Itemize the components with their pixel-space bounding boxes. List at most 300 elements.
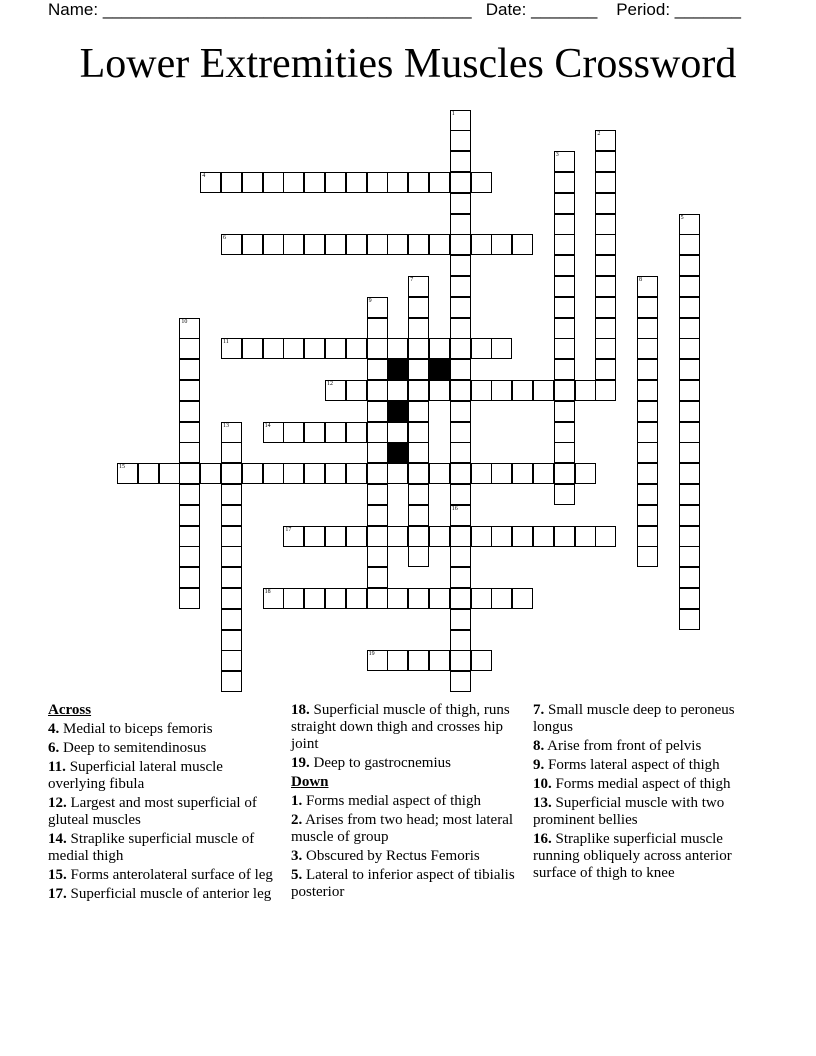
clue-column-2 [291,702,516,903]
clue-text: Superficial lateral muscle overlying fibula [48,759,223,792]
grid-cell[interactable] [450,193,471,214]
grid-cell[interactable] [679,297,700,318]
clue-item [533,702,768,736]
grid-cell[interactable] [221,422,242,443]
clue-number-label: 6. [48,740,60,756]
clue-text: Straplike superficial muscle of medial thigh [48,831,255,864]
grid-cell[interactable] [117,463,138,484]
grid-cell[interactable] [325,463,346,484]
grid-block [387,442,408,463]
grid-cell[interactable] [263,172,284,193]
grid-cell[interactable] [283,588,304,609]
grid-cell[interactable] [429,338,450,359]
grid-cell[interactable] [679,567,700,588]
grid-cell[interactable] [325,380,346,401]
grid-cell[interactable] [179,442,200,463]
grid-cell[interactable] [554,193,575,214]
grid-cell[interactable] [221,671,242,692]
grid-cell[interactable] [325,422,346,443]
clue-column-3 [533,702,768,884]
grid-cell[interactable] [575,526,596,547]
grid-cell[interactable] [450,567,471,588]
grid-cell[interactable] [554,255,575,276]
grid-cell[interactable] [408,526,429,547]
grid-cell[interactable] [637,526,658,547]
grid-cell[interactable] [595,276,616,297]
grid-cell[interactable] [679,255,700,276]
grid-cell[interactable] [387,463,408,484]
grid-cell[interactable] [304,422,325,443]
grid-cell[interactable] [408,380,429,401]
grid-cell[interactable] [408,172,429,193]
clue-number: 5 [680,214,684,221]
grid-cell[interactable] [304,526,325,547]
grid-cell[interactable] [429,172,450,193]
grid-cell[interactable] [367,338,388,359]
page-title: Lower Extremities Muscles Crossword [79,41,737,87]
grid-cell[interactable] [346,338,367,359]
clue-number-label: 2. [291,812,303,828]
grid-cell[interactable] [450,130,471,151]
grid-cell[interactable] [367,484,388,505]
grid-cell[interactable] [512,380,533,401]
grid-cell[interactable] [367,588,388,609]
grid-cell[interactable] [408,338,429,359]
grid-cell[interactable] [491,526,512,547]
date-field[interactable]: _______ [531,0,598,19]
grid-cell[interactable] [679,546,700,567]
grid-cell[interactable] [450,380,471,401]
grid-cell[interactable] [679,422,700,443]
clue-number-label: 10. [533,776,552,792]
grid-cell[interactable] [637,505,658,526]
grid-cell[interactable] [595,255,616,276]
grid-cell[interactable] [554,380,575,401]
grid-cell[interactable] [450,630,471,651]
grid-cell[interactable] [387,526,408,547]
grid-cell[interactable] [387,172,408,193]
grid-cell[interactable] [512,588,533,609]
grid-cell[interactable] [408,650,429,671]
clue-number-label: 15. [48,867,67,883]
clue-number: 16 [451,505,458,512]
grid-cell[interactable] [450,110,471,131]
grid-cell[interactable] [595,214,616,235]
grid-cell[interactable] [283,422,304,443]
grid-cell[interactable] [408,588,429,609]
grid-cell[interactable] [450,359,471,380]
grid-cell[interactable] [450,255,471,276]
grid-cell[interactable] [304,463,325,484]
grid-cell[interactable] [408,546,429,567]
grid-cell[interactable] [179,588,200,609]
grid-cell[interactable] [221,588,242,609]
grid-cell[interactable] [679,214,700,235]
grid-cell[interactable] [450,338,471,359]
grid-cell[interactable] [471,463,492,484]
clue-item [291,755,516,772]
grid-cell[interactable] [346,234,367,255]
grid-cell[interactable] [471,338,492,359]
grid-cell[interactable] [304,234,325,255]
grid-cell[interactable] [408,463,429,484]
grid-cell[interactable] [595,380,616,401]
grid-cell[interactable] [367,359,388,380]
grid-cell[interactable] [283,234,304,255]
clue-number: 11 [223,339,229,346]
grid-cell[interactable] [387,650,408,671]
grid-cell[interactable] [179,567,200,588]
grid-cell[interactable] [387,380,408,401]
grid-cell[interactable] [200,463,221,484]
grid-cell[interactable] [408,234,429,255]
grid-cell[interactable] [450,442,471,463]
grid-cell[interactable] [408,318,429,339]
grid-cell[interactable] [450,401,471,422]
grid-cell[interactable] [679,318,700,339]
grid-cell[interactable] [637,546,658,567]
grid-cell[interactable] [367,297,388,318]
grid-cell[interactable] [554,234,575,255]
clue-text: Largest and most superficial of gluteal muscles [48,795,257,828]
grid-cell[interactable] [179,401,200,422]
grid-cell[interactable] [429,588,450,609]
grid-cell[interactable] [637,442,658,463]
grid-cell[interactable] [595,193,616,214]
grid-cell[interactable] [512,234,533,255]
grid-cell[interactable] [450,671,471,692]
grid-cell[interactable] [533,380,554,401]
grid-cell[interactable] [221,609,242,630]
grid-cell[interactable] [346,588,367,609]
grid-cell[interactable] [304,588,325,609]
grid-cell[interactable] [450,214,471,235]
grid-cell[interactable] [471,234,492,255]
clue-number-label: 16. [533,831,552,847]
grid-cell[interactable] [679,234,700,255]
grid-cell[interactable] [367,172,388,193]
clue-number-label: 12. [48,795,67,811]
grid-cell[interactable] [637,338,658,359]
grid-cell[interactable] [242,463,263,484]
grid-cell[interactable] [408,422,429,443]
clue-text: Straplike superficial muscle running obliquely across anterior surface of thigh to knee [533,831,732,881]
grid-cell[interactable] [221,630,242,651]
grid-cell[interactable] [554,463,575,484]
grid-cell[interactable] [367,546,388,567]
grid-cell[interactable] [387,422,408,443]
grid-cell[interactable] [595,172,616,193]
grid-cell[interactable] [408,359,429,380]
grid-cell[interactable] [595,234,616,255]
grid-cell[interactable] [138,463,159,484]
grid-cell[interactable] [242,234,263,255]
grid-cell[interactable] [221,484,242,505]
grid-cell[interactable] [221,526,242,547]
clue-number-label: 5. [291,867,303,883]
grid-cell[interactable] [367,567,388,588]
grid-cell[interactable] [325,338,346,359]
grid-cell[interactable] [325,172,346,193]
grid-cell[interactable] [637,276,658,297]
grid-cell[interactable] [179,505,200,526]
clue-item [48,867,273,884]
clue-text: Small muscle deep to peroneus longus [533,702,735,735]
grid-cell[interactable] [346,380,367,401]
grid-cell[interactable] [325,526,346,547]
grid-cell[interactable] [491,380,512,401]
grid-cell[interactable] [263,588,284,609]
grid-cell[interactable] [575,380,596,401]
grid-cell[interactable] [429,463,450,484]
grid-cell[interactable] [367,442,388,463]
clue-text: Forms medial aspect of thigh [302,793,481,809]
grid-cell[interactable] [429,234,450,255]
grid-cell[interactable] [221,338,242,359]
grid-cell[interactable] [679,526,700,547]
grid-cell[interactable] [367,422,388,443]
clue-number: 9 [368,297,372,304]
grid-cell[interactable] [450,463,471,484]
grid-cell[interactable] [595,359,616,380]
grid-cell[interactable] [512,526,533,547]
clue-text: Medial to biceps femoris [59,721,213,737]
grid-cell[interactable] [450,650,471,671]
grid-cell[interactable] [491,234,512,255]
clue-number: 17 [285,526,292,533]
grid-cell[interactable] [554,297,575,318]
clue-number-label: 9. [533,757,545,773]
grid-cell[interactable] [179,359,200,380]
grid-cell[interactable] [387,234,408,255]
grid-cell[interactable] [221,442,242,463]
grid-cell[interactable] [554,172,575,193]
grid-cell[interactable] [200,172,221,193]
period-field[interactable]: _______ [674,0,741,19]
grid-cell[interactable] [283,526,304,547]
grid-cell[interactable] [263,422,284,443]
grid-cell[interactable] [283,463,304,484]
grid-cell[interactable] [512,463,533,484]
grid-cell[interactable] [179,380,200,401]
clue-item [533,795,768,829]
grid-cell[interactable] [637,422,658,443]
clue-item [533,776,768,793]
grid-cell[interactable] [367,380,388,401]
grid-cell[interactable] [595,297,616,318]
grid-cell[interactable] [179,318,200,339]
grid-cell[interactable] [679,338,700,359]
grid-cell[interactable] [471,588,492,609]
grid-cell[interactable] [491,463,512,484]
grid-cell[interactable] [595,338,616,359]
grid-cell[interactable] [679,505,700,526]
grid-cell[interactable] [221,567,242,588]
grid-cell[interactable] [554,401,575,422]
grid-cell[interactable] [471,172,492,193]
grid-cell[interactable] [346,463,367,484]
grid-cell[interactable] [450,297,471,318]
grid-cell[interactable] [263,338,284,359]
grid-cell[interactable] [575,463,596,484]
grid-cell[interactable] [554,484,575,505]
grid-cell[interactable] [221,463,242,484]
grid-cell[interactable] [450,422,471,443]
clue-item [48,795,273,829]
grid-cell[interactable] [595,130,616,151]
grid-cell[interactable] [221,546,242,567]
grid-cell[interactable] [159,463,180,484]
grid-cell[interactable] [491,338,512,359]
grid-cell[interactable] [346,172,367,193]
clue-text: Forms lateral aspect of thigh [544,757,720,773]
grid-cell[interactable] [554,214,575,235]
grid-cell[interactable] [595,318,616,339]
grid-cell[interactable] [554,151,575,172]
grid-cell[interactable] [450,318,471,339]
grid-cell[interactable] [471,380,492,401]
clue-number: 19 [368,651,375,658]
grid-cell[interactable] [221,234,242,255]
grid-cell[interactable] [637,297,658,318]
grid-cell[interactable] [179,484,200,505]
grid-cell[interactable] [387,338,408,359]
clue-item [533,757,768,774]
grid-cell[interactable] [637,484,658,505]
grid-cell[interactable] [450,546,471,567]
grid-cell[interactable] [637,463,658,484]
grid-cell[interactable] [242,338,263,359]
grid-cell[interactable] [637,401,658,422]
grid-cell[interactable] [679,588,700,609]
grid-cell[interactable] [679,463,700,484]
grid-cell[interactable] [450,172,471,193]
grid-cell[interactable] [637,359,658,380]
grid-cell[interactable] [533,526,554,547]
grid-cell[interactable] [367,318,388,339]
grid-cell[interactable] [554,422,575,443]
grid-cell[interactable] [304,338,325,359]
grid-cell[interactable] [679,442,700,463]
clue-item [48,721,273,738]
clue-number: 13 [223,422,229,429]
date-label: Date: [485,0,527,19]
grid-cell[interactable] [221,505,242,526]
grid-cell[interactable] [471,650,492,671]
clue-text: Arises from two head; most lateral muscle of group [291,812,514,845]
grid-cell[interactable] [179,463,200,484]
grid-cell[interactable] [263,463,284,484]
clue-number: 1 [451,110,455,117]
clue-text: Obscured by Rectus Femoris [302,848,480,864]
grid-cell[interactable] [367,526,388,547]
clue-item [533,831,768,882]
grid-cell[interactable] [554,442,575,463]
grid-cell[interactable] [450,276,471,297]
grid-cell[interactable] [637,318,658,339]
grid-cell[interactable] [450,526,471,547]
grid-cell[interactable] [679,401,700,422]
grid-cell[interactable] [429,650,450,671]
grid-cell[interactable] [367,650,388,671]
grid-cell[interactable] [346,422,367,443]
grid-cell[interactable] [450,609,471,630]
grid-cell[interactable] [325,234,346,255]
clue-item [291,848,516,865]
grid-cell[interactable] [179,546,200,567]
grid-cell[interactable] [179,422,200,443]
grid-cell[interactable] [221,172,242,193]
grid-cell[interactable] [408,484,429,505]
grid-cell[interactable] [491,588,512,609]
grid-cell[interactable] [595,526,616,547]
clue-text: Arise from front of pelvis [544,738,702,754]
grid-cell[interactable] [450,234,471,255]
grid-cell[interactable] [450,484,471,505]
grid-cell[interactable] [554,526,575,547]
grid-cell[interactable] [221,650,242,671]
grid-cell[interactable] [263,234,284,255]
clue-item [291,793,516,810]
grid-cell[interactable] [242,172,263,193]
name-field[interactable]: _______________________________________ [102,0,472,19]
grid-cell[interactable] [408,505,429,526]
grid-cell[interactable] [408,276,429,297]
grid-cell[interactable] [554,276,575,297]
grid-cell[interactable] [554,359,575,380]
grid-cell[interactable] [367,401,388,422]
grid-cell[interactable] [679,609,700,630]
grid-cell[interactable] [554,338,575,359]
grid-cell[interactable] [533,463,554,484]
clue-item [533,738,768,755]
grid-cell[interactable] [554,318,575,339]
grid-cell[interactable] [679,484,700,505]
grid-cell[interactable] [450,588,471,609]
grid-cell[interactable] [408,442,429,463]
grid-cell[interactable] [408,401,429,422]
clue-number: 3 [555,152,559,159]
grid-cell[interactable] [471,526,492,547]
grid-cell[interactable] [429,380,450,401]
grid-cell[interactable] [179,338,200,359]
grid-cell[interactable] [283,172,304,193]
grid-cell[interactable] [325,588,346,609]
grid-cell[interactable] [450,505,471,526]
grid-block [387,401,408,422]
grid-cell[interactable] [367,234,388,255]
grid-cell[interactable] [283,338,304,359]
name-label: Name: [48,0,99,19]
grid-cell[interactable] [429,526,450,547]
grid-cell[interactable] [304,172,325,193]
grid-cell[interactable] [679,276,700,297]
grid-cell[interactable] [450,151,471,172]
grid-cell[interactable] [595,151,616,172]
grid-cell[interactable] [346,526,367,547]
clue-number: 8 [639,276,642,283]
grid-cell[interactable] [367,463,388,484]
grid-cell[interactable] [367,505,388,526]
grid-cell[interactable] [387,588,408,609]
grid-cell[interactable] [408,297,429,318]
clue-text: Forms anterolateral surface of leg [66,867,273,883]
grid-cell[interactable] [179,526,200,547]
grid-cell[interactable] [679,359,700,380]
grid-cell[interactable] [637,380,658,401]
clue-number-label: 18. [291,702,310,718]
grid-cell[interactable] [679,380,700,401]
